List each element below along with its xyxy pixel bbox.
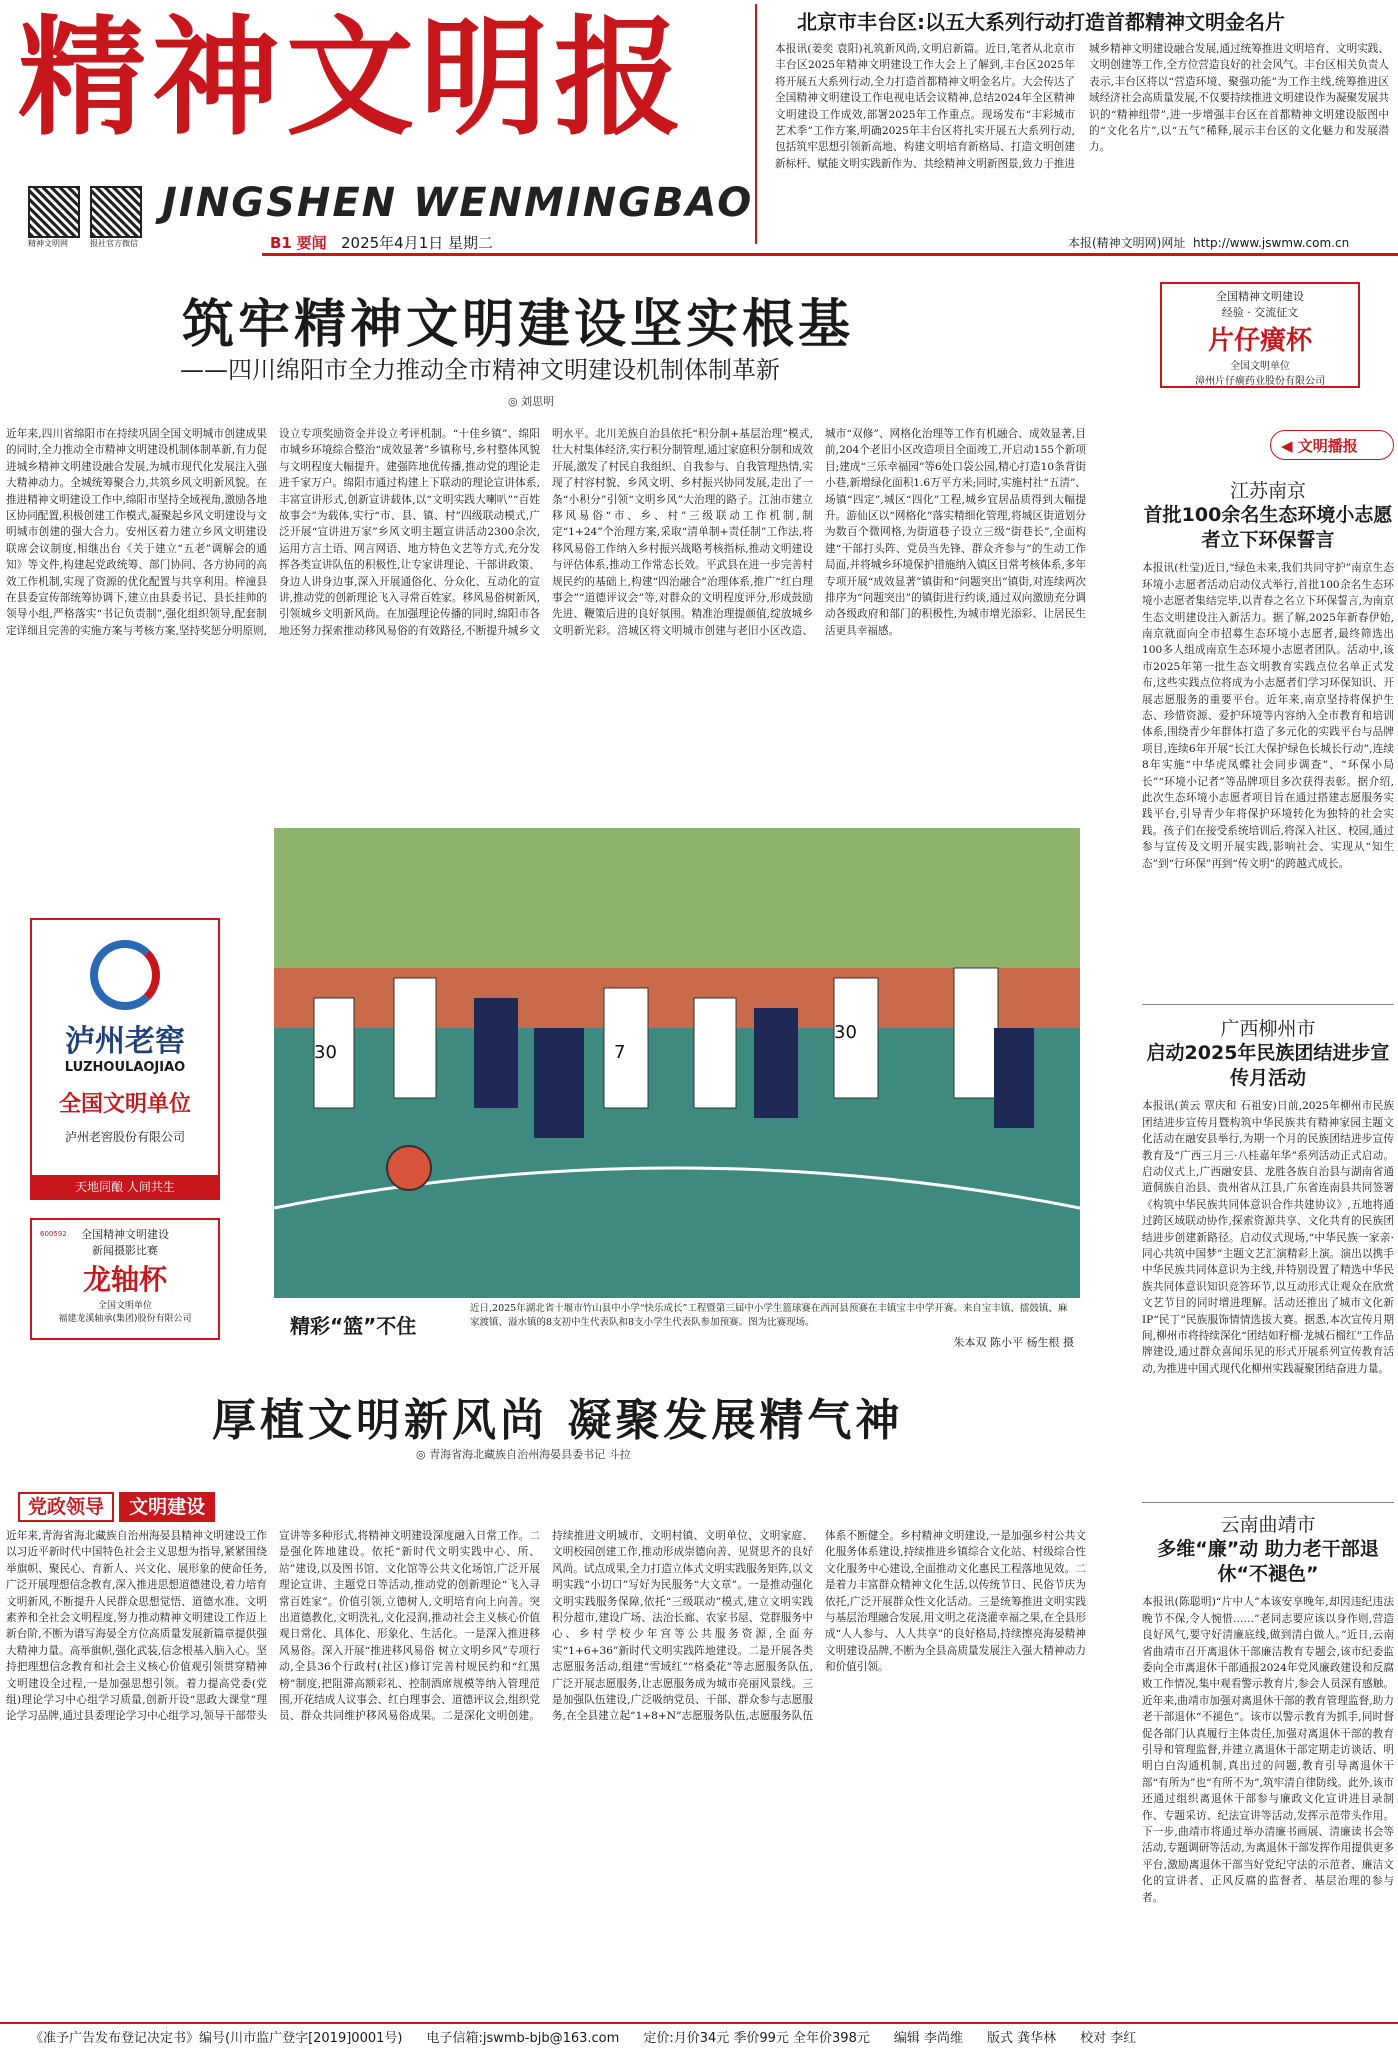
right-story-1 bbox=[1142, 476, 1394, 995]
qr-code-2 bbox=[90, 186, 142, 249]
longzhou-code: 600592 bbox=[40, 1230, 67, 1238]
section-name: 要闻 bbox=[296, 234, 327, 252]
longzhou-line1: 全国精神文明建设 bbox=[81, 1228, 169, 1241]
right-story-2 bbox=[1142, 1014, 1394, 1488]
tag-party-leader: 党政领导 bbox=[18, 1492, 114, 1522]
masthead-rule bbox=[262, 253, 1398, 256]
luzhou-company: 泸州老窖股份有限公司 bbox=[64, 1130, 185, 1144]
top-story-body: 本报讯(姜奕 袁阳)礼筑新风尚,文明启新篇。近日,笔者从北京市丰台区2025年精神文明建设工作大会上了解到,丰台区2025年将开展五大系列行动,全力打造首都精神文明金名片。大会传达了全国精神文明建设工作电视电话会议精神,总结2024年全区精神文明建设工作成效,部署2025年工作重点。现场发布“丰彩城市艺术季”工作方案,明确2025年丰台区将扎实开展五大系列行动,包括筑牢思想引领新高地、构建文明培育新格局、打造文明创建新标杆、赋能文明实践新作为、共绘精神文明新图景,致力于推进城乡精神文明建设融合发展,通过统筹推进文明培育、文明实践、文明创建等工作,全方位营造良好的社会风气。丰台区相关负责人表示,丰台区将以“营造环境、聚强功能”为工作主线,统筹推进区域经济社会高质量发展,不仅要持续推进文明建设作为凝聚发展共识的“精神纽带”,进一步增强丰台区在首都精神文明建设版图中的“文化名片”,以“五气”稀释,展示丰台区的文化魅力和发展潜力。 bbox=[775, 43, 1389, 170]
footer-proof: 校对 李红 bbox=[1080, 2031, 1137, 2046]
lead-byline: ◎ 刘思明 bbox=[508, 395, 555, 408]
masthead-pinyin: JINGSHEN WENMINGBAO bbox=[162, 180, 754, 226]
footer-editor: 编辑 李尚维 bbox=[893, 2031, 963, 2046]
top-story-headline: 北京市丰台区:以五大系列行动打造首都精神文明金名片 bbox=[797, 10, 1285, 34]
longzhou-ad[interactable] bbox=[30, 1218, 220, 1340]
jersey-number-1: 30 bbox=[314, 1042, 337, 1063]
story3-region: 云南曲靖市 bbox=[1220, 1514, 1316, 1536]
luzhou-pinyin: LUZHOULAOJIAO bbox=[64, 1060, 186, 1075]
pzh-unit: 全国文明单位 bbox=[1230, 361, 1290, 372]
story2-title: 启动2025年民族团结进步宣传月活动 bbox=[1146, 1042, 1390, 1089]
story1-title: 首批100余名生态环境小志愿者立下环保誓言 bbox=[1143, 504, 1393, 551]
longzhou-unit: 全国文明单位 bbox=[97, 1301, 152, 1311]
story1-body: 本报讯(杜莹)近日,“绿色未来,我们共同守护”南京生态环境小志愿者活动启动仪式举行,首批100余名生态环境小志愿者集结完毕,以青春之名立下环保誓言,为南京生态文明建设注入新活力。据了解,2025年新春伊始,南京就面向全市招募生态环境小志愿者,最终筛选出100多人组成南京生态环境小志愿者团队。活动中,该市2025年第一批生态文明教育实践点位名单正式发布,这些实践点位将成为小志愿者们学习环保知识、开展志愿服务的重要平台。近年来,南京坚持将保护生态、珍惜资源、爱护环境等内容纳入全市教育和培训体系,围绕青少年群体打造了多元化的实践平台与品牌项目,连续6年开展“长江大保护绿色长城长行动”,连续8年实施“中华虎凤蝶社会同步调查”、“环保小局长”“环境小记者”等品牌项目多次获得表彰。据介绍,此次生态环境小志愿者项目旨在通过搭建志愿服务实践平台,引导青少年将保护环境转化为独特的社会实践。孩子们在接受系统培训后,将深入社区、校园,通过参与宣传及文明开展实践,影响社会、实现从“知生态”到“行环保”再到“传文明”的跨越式成长。 bbox=[1142, 562, 1394, 870]
qr-icon bbox=[28, 186, 80, 238]
megaphone-icon: ◀ bbox=[1281, 437, 1293, 455]
luzhou-brand: 泸州老窖 bbox=[65, 1024, 185, 1059]
photo-caption: 近日,2025年湖北省十堰市竹山县中小学“快乐成长”工程暨第三届中小学生篮球赛在西河县预赛在丰镇宝丰中学开赛。来自宝丰镇、擂鼓镇、麻家渡镇、溢水镇的8支初中生代表队和8支小学生代表队参加预赛。图为比赛现场。 bbox=[470, 1303, 1068, 1328]
photo-title: 精彩“篮”不住 bbox=[290, 1314, 417, 1338]
photo-illustration bbox=[274, 828, 1080, 1298]
column-tag bbox=[18, 1492, 215, 1519]
photo-credit: 朱本双 陈小平 杨生根 摄 bbox=[953, 1336, 1074, 1349]
story3-body: 本报讯(陈聪明)“片中人”本该安享晚年,却因违纪违法晚节不保,令人惋惜……”老同志要应该以身作则,营造良好风气,要守好清廉底线,做到清白做人。”近日,云南省曲靖市召开离退休干部廉洁教育专题会,该市纪委监委向全市离退休干部通报2024年党风廉政建设和反腐败工作情况,集中观看警示教育片,参会人员深有感触。近年来,曲靖市加强对离退休干部的教育管理监督,助力老干部退休“不褪色”。该市以警示教育为抓手,同时督促各部门认真履行主体责任,加强对离退休干部的教育引导和管理监督,并建立离退休干部定期走访谈话、明明白白沟通机制,真出过的问题,教育引导离退休干部“有所为”也“有所不为”,筑牢清自律防线。此外,该市还通过组织离退休干部参与廉政文化宣讲进目录制作、专题采访、纪法宣讲等活动,发挥示范带头作用。下一步,曲靖市将通过举办清廉书画展、清廉读书会等活动,专题调研等活动,为离退休干部发挥作用提供更多平台,激励离退休干部当好党纪守法的示范者、廉洁文化的宣讲者、正风反腐的监督者、基层治理的参与者。 bbox=[1142, 1596, 1394, 1904]
qr-caption-1: 精神文明网 bbox=[28, 239, 68, 248]
story1-region: 江苏南京 bbox=[1229, 480, 1306, 502]
tag-civilization: 文明建设 bbox=[119, 1492, 215, 1522]
second-byline: ◎ 青海省海北藏族自治州海晏县委书记 斗拉 bbox=[416, 1448, 631, 1461]
story2-body: 本报讯(黄云 覃庆和 石祖安)日前,2025年柳州市民族团结进步宣传月暨构筑中华民族共有精神家园主题文化活动在融安县举行,为期一个月的民族团结进步宣传教育及“广西三月三·八桂嘉年华”系列活动正式启动。启动仪式上,广西融安县、龙胜各族自治县与湖南省通道侗族自治县、贵州省从江县,广东省连南县共同签署《构筑中华民族共同体意识合作共建协议》,五地将通过跨区域联动协作,探索资源共享、文化共育的民族团结进步创建新路径。启动仪式现场,“中华民族一家亲·同心共筑中国梦”主题文艺汇演精彩上演。演出以携手中华民族共同体意识为主线,并特别设置了精选中华民族共同体意识知识竞答环节,以互动形式让观众在欣赏文艺节目的同时增进理解。活动还推出了城市文化新IP“民丁”民族服饰情情选拔大赛。据悉,本次宣传月期间,柳州市将持续深化“团结如籽榴·龙城石榴红”工作品牌建设,通过群众喜闻乐见的形式开展系列宣传教育活动,为推进中国式现代化柳州实践凝聚团结奋进力量。 bbox=[1142, 1100, 1394, 1375]
footer bbox=[0, 2022, 1398, 2046]
second-body: 近年来,青海省海北藏族自治州海晏县精神文明建设工作以习近平新时代中国特色社会主义思想为指导,紧紧围绕举旗帜、聚民心、育新人、兴文化、展形象的使命任务,广泛开展理想信念教育,深入推进思想道德建设,着力培育文明新风,不断提升人民群众思想觉悟、道德水准、文明素养和全社会文明程度,努力推动精神文明建设工作迈上新台阶,不断为谱写海晏全方位高质量发展新篇章提供强大精神力量。高举旗帜,强化武装,信念根基入脑入心。坚持把理想信念教育和社会主义核心价值观引领贯穿精神文明建设全过程,一是加强思想引领。着力提高党委(党组)理论学习中心组学习质量,创新开设“思政大课堂”理论学习品牌,通过县委理论学习中心组学习,领导干部带头宣讲等多种形式,将精神文明建设深度融入日常工作。二是强化阵地建设。依托“新时代文明实践中心、所、站”建设,以及图书馆、文化馆等公共文化场馆,广泛开展理论宣讲、主题党日等活动,推动党的创新理论“飞入寻常百姓家”。价值引领,立德树人,文明培育向上向善。突出道德教化,文明洗礼,文化浸润,推动社会主义核心价值观日常化、具体化、形象化、生活化。一是深入推进移风易俗。深入开展“推进移风易俗 树立文明乡风”专项行动,全县36个行政村(社区)修订完善村规民约和“红黑榜”制度,把阻滞高额彩礼、控制酒席规模等纳入管理范围,开花结成人议事会、红白理事会、道德评议会,组织党员、群众共同维护移风易俗成果。二是深化文明创建。持续推进文明城市、文明村镇、文明单位、文明家庭、文明校园创建工作,推动形成崇德向善、见贤思齐的良好风尚。试点成果,全力打造立体式文明实践服务矩阵,以文明实践“小切口”写好为民服务“大文章”。一是推动强化文明实践服务保障,依托“三级联动”模式,建立文明实践积分超市,建设广场、法治长廊、农家书屋、党群服务中心、乡村学校少年宫等公共服务资源,全面夯实“1+6+36”新时代文明实践阵地建设。二是开展各类志愿服务活动,组建“雪域红”“格桑花”等志愿服务队伍,广泛开展志愿服务,让志愿服务成为城市亮丽风景线。三是加强队伍建设,广泛吸纳党员、干部、群众参与志愿服务,在全县建立起“1+8+N”志愿服务队伍,志愿服务队伍体系不断健全。乡村精神文明建设,一是加强乡村公共文化服务体系建设,持续推进乡镇综合文化站、村级综合性文化服务中心建设,全面推动文化惠民工程落地见效。二是着力丰富群众精神文化生活,以传统节日、民俗节庆为依托,广泛开展群众性文化活动。三是统筹推进文明实践与基层治理融合发展,用文明之花浇灌幸福之果,在全县形成“人人参与、人人共享”的良好格局,持续擦亮海晏精神文明建设品牌,不断为全县高质量发展注入强大精神动力和价值引领。 bbox=[6, 1530, 1086, 1723]
right-divider-1 bbox=[1142, 1004, 1394, 1005]
pzh-line2: 经验 · 交流征文 bbox=[1221, 306, 1299, 319]
longzhou-brand: 龙轴杯 bbox=[82, 1263, 167, 1296]
page-number: B1 bbox=[270, 234, 292, 252]
photo-caption-block bbox=[274, 1298, 1080, 1350]
luzhou-logo-icon bbox=[90, 940, 160, 1010]
longzhou-line2: 新闻摄影比赛 bbox=[92, 1244, 158, 1257]
right-divider-2 bbox=[1142, 1502, 1394, 1503]
footer-license: 《准予广告发布登记决定书》编号(川市监广登字[2019]0001号) bbox=[30, 2031, 403, 2046]
lead-headline: 筑牢精神文明建设坚实根基 bbox=[182, 295, 855, 355]
qr-caption-2: 报社官方微信 bbox=[90, 239, 138, 248]
second-headline: 厚植文明新风尚 凝聚发展精气神 bbox=[212, 1395, 904, 1446]
lead-body: 近年来,四川省绵阳市在持续巩固全国文明城市创建成果的同时,全力推动全市精神文明建设机制体制革新,有力促进城乡精神文明建设融合发展,为城市现代化发展注入强大精神动力。全城统筹聚合力,共筑乡风文明新风貌。在推进精神文明建设工作中,绵阳市坚持全域视角,激励各地区协同配置,积极创建工作模式,凝聚起乡风文明建设与文明城市创建的强大合力。安州区着力建立乡风文明建设联席会议制度,相继出台《关于建立“五老”调解会的通知》等文件,构建起党政统筹、部门协同、各方协同的高效工作机制,实现了资源的优化配置与共享利用。梓潼县在县委宣传部统筹协调下,建立由县委书记、县长挂帅的领导小组,严格落实“书记负责制”,强化组织领导,配套制定详细且完善的实施方案与考核方案,坚持奖惩分明原则,设立专项奖励资金并设立考评机制。“十佳乡镇”、绵阳市城乡环境综合整治“成效显著”乡镇称号,乡村整体风貌与文明程度大幅提升。建强阵地优传播,推动党的理论走进千家万户。绵阳市通过构建上下联动的理论宣讲体系,丰富宣讲形式,创新宣讲载体,以“文明实践大喇叭”“百姓故事会”为载体,实行“市、县、镇、村”四级联动模式,广泛开展“宣讲进万家”乡风文明主题宣讲活动2300余次,运用方言土语、网言网语、地方特色文艺等方式,充分发挥各类宣讲队伍的积极性,让专家讲理论、干部讲政策、身边人讲身边事,深入开展通俗化、分众化、互动化的宣讲,推动党的创新理论飞入寻常百姓家。移风易俗树新风,引领城乡文明新风尚。在加强理论传播的同时,绵阳市各地还努力探索推动移风易俗的有效路径,不断提升城乡文明水平。北川羌族自治县依托“积分制+基层治理”模式,壮大村集体经济,实行积分制管理,通过家庭积分制和成效开展,激发了村民自我组织、自我参与、自我管理热情,实现了村容村貌、乡风文明、乡村振兴协同发展,走出了一条“小积分”引领“文明乡风”大治理的路子。江油市建立移风易俗“市、乡、村”三级联动工作机制,制定“1+24”个治理方案,采取“清单制+责任制”工作法,将移风易俗工作纳入乡村振兴战略考核指标,推动文明建设与评估体系,推动工作常态长效。平武县在进一步完善村规民约的基础上,构建“四治融合”治理体系,推广“红白理事会”“道德评议会”等,对群众的文明程度评分,形成鼓励先进、鞭策后进的良好氛围。精准治理提颜值,绽放城乡文明新光彩。涪城区将文明城市创建与老旧小区改造、城市“双修”、网格化治理等工作有机融合、成效显著,目前,204个老旧小区改造项目全面竣工,开启动155个新项目;建成“三乐幸福园”等6处口袋公园,精心打造10条背街小巷,新增绿化面积1.6万平方米;同时,实施村社“五清”、场镇“四定”,城区“四化”工程,城乡宜居品质得到大幅提升。游仙区以“网格化”落实精细化管理,将城区街道划分为数百个微网格,为街道巷子设立三级“街巷长”,全面构建“干部打头阵、党员当先锋、群众齐参与”的生动工作局面,并将城乡环境保护措施纳入镇区目常考核体系,多年专项开展“成效显著”镇街和“问题突出”镇街,对连续两次排序为“问题突出”的镇街进行约谈,通过双向激励充分调动各级政府和部门的积极性,为城市增光添彩、让居民生活更具幸福感。 bbox=[6, 428, 1086, 637]
issue-date: 2025年4月1日 星期二 bbox=[340, 234, 494, 252]
lead-byline-text: 刘思明 bbox=[521, 395, 555, 408]
story2-region: 广西柳州市 bbox=[1220, 1018, 1316, 1040]
website-url[interactable]: http://www.jswmw.com.cn bbox=[1193, 236, 1350, 250]
luzhou-unit: 全国文明单位 bbox=[58, 1092, 191, 1117]
masthead-title: 精神文明报 bbox=[18, 3, 689, 153]
folio-line bbox=[270, 232, 493, 253]
broadcast-label-text: 文明播报 bbox=[1297, 437, 1358, 455]
jersey-number-3: 30 bbox=[834, 1022, 857, 1043]
basketball-photo bbox=[274, 828, 1080, 1298]
broadcast-label bbox=[1270, 430, 1394, 460]
jersey-number-2: 7 bbox=[614, 1042, 626, 1063]
second-byline-text: 青海省海北藏族自治州海晏县委书记 斗拉 bbox=[429, 1448, 631, 1461]
qr-code-1 bbox=[28, 186, 80, 249]
pzh-company: 漳州片仔癀药业股份有限公司 bbox=[1195, 376, 1325, 387]
basketball-icon bbox=[387, 1146, 431, 1190]
lead-subhead: ——四川绵阳市全力推动全市精神文明建设机制体制革新 bbox=[180, 356, 780, 384]
top-story bbox=[755, 4, 1395, 244]
story3-title: 多维“廉”动 助力老干部退休“不褪色” bbox=[1157, 1538, 1379, 1585]
footer-price: 定价:月价34元 季价99元 全年价398元 bbox=[643, 2031, 870, 2046]
right-story-3 bbox=[1142, 1510, 1394, 2019]
luzhou-slogan: 天地同酿 人间共生 bbox=[32, 1175, 218, 1198]
pzh-line1: 全国精神文明建设 bbox=[1216, 290, 1304, 303]
qr-icon bbox=[90, 186, 142, 238]
website-label: 本报(精神文明网)网址 bbox=[1068, 236, 1186, 250]
footer-design: 版式 龚华林 bbox=[987, 2031, 1057, 2046]
pianzaihuang-ad[interactable] bbox=[1160, 282, 1360, 388]
footer-email: 电子信箱:jswmb-bjb@163.com bbox=[426, 2031, 620, 2046]
longzhou-company: 福建龙溪轴承(集团)股份有限公司 bbox=[58, 1314, 192, 1324]
luzhou-ad[interactable] bbox=[30, 918, 220, 1200]
pzh-brand: 片仔癀杯 bbox=[1207, 326, 1312, 356]
